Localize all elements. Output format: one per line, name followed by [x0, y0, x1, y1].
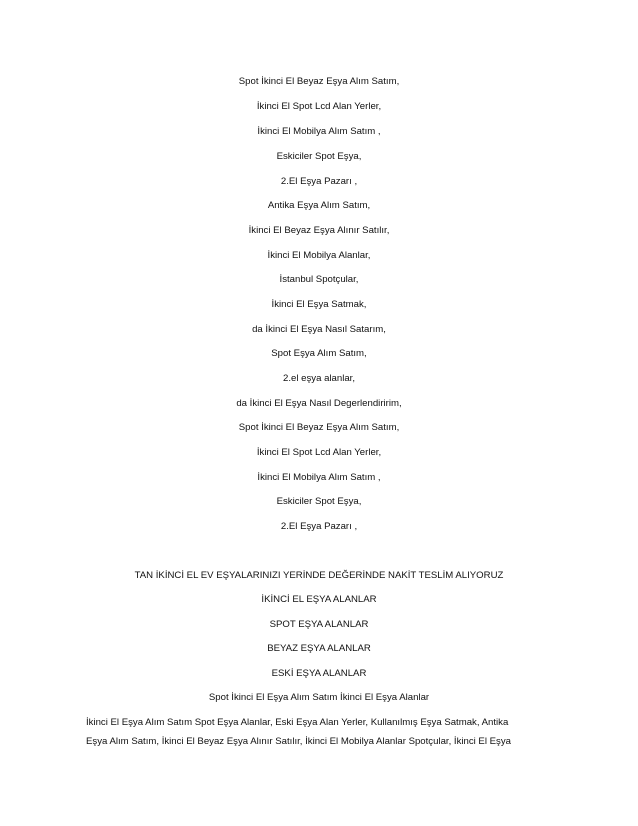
- keyword-line: Spot Eşya Alım Satım,: [271, 348, 367, 359]
- keyword-line: Antika Eşya Alım Satım,: [267, 200, 371, 211]
- keyword-line: İstanbul Spotçular,: [279, 274, 359, 285]
- keyword-line: İkinci El Mobilya Alım Satım ,: [257, 126, 381, 137]
- keyword-line: İkinci El Mobilya Alım Satım ,: [257, 472, 381, 483]
- keyword-line: 2.El Eşya Pazarı ,: [280, 176, 358, 187]
- category-line: SPOT EŞYA ALANLAR: [269, 619, 369, 630]
- keyword-line: Eskiciler Spot Eşya,: [276, 496, 362, 507]
- paragraph-line: Eşya Alım Satım, İkinci El Beyaz Eşya Alınır Satılır, İkinci El Mobilya Alanlar Spotçular, İkinci El Eşya: [86, 736, 511, 747]
- keyword-line: 2.el eşya alanlar,: [283, 373, 355, 384]
- category-line: ESKİ EŞYA ALANLAR: [271, 668, 367, 679]
- headline: TAN İKİNCİ EL EV EŞYALARINIZI YERİNDE DEĞERİNDE NAKİT TESLİM ALIYORUZ: [134, 570, 504, 581]
- keyword-line: Spot İkinci El Beyaz Eşya Alım Satım,: [238, 422, 400, 433]
- keyword-line: İkinci El Eşya Satmak,: [271, 299, 367, 310]
- keyword-line: İkinci El Spot Lcd Alan Yerler,: [256, 101, 382, 112]
- category-line: BEYAZ EŞYA ALANLAR: [267, 643, 371, 654]
- summary-line: Spot İkinci El Eşya Alım Satım İkinci El Eşya Alanlar: [208, 692, 430, 703]
- category-line: İKİNCİ EL EŞYA ALANLAR: [261, 594, 377, 605]
- keyword-line: Spot İkinci El Beyaz Eşya Alım Satım,: [238, 76, 400, 87]
- paragraph-line: İkinci El Eşya Alım Satım Spot Eşya Alanlar, Eski Eşya Alan Yerler, Kullanılmış Eşya Satmak, Antika: [86, 717, 509, 728]
- keyword-line: Eskiciler Spot Eşya,: [276, 151, 362, 162]
- keyword-line: İkinci El Mobilya Alanlar,: [267, 250, 371, 261]
- keyword-line: İkinci El Spot Lcd Alan Yerler,: [256, 447, 382, 458]
- keyword-line: İkinci El Beyaz Eşya Alınır Satılır,: [248, 225, 390, 236]
- keyword-line: 2.El Eşya Pazarı ,: [280, 521, 358, 532]
- keyword-line: da İkinci El Eşya Nasıl Satarım,: [252, 324, 386, 335]
- keyword-line: da İkinci El Eşya Nasıl Degerlendiririm,: [236, 398, 402, 409]
- body-paragraph: [86, 713, 552, 751]
